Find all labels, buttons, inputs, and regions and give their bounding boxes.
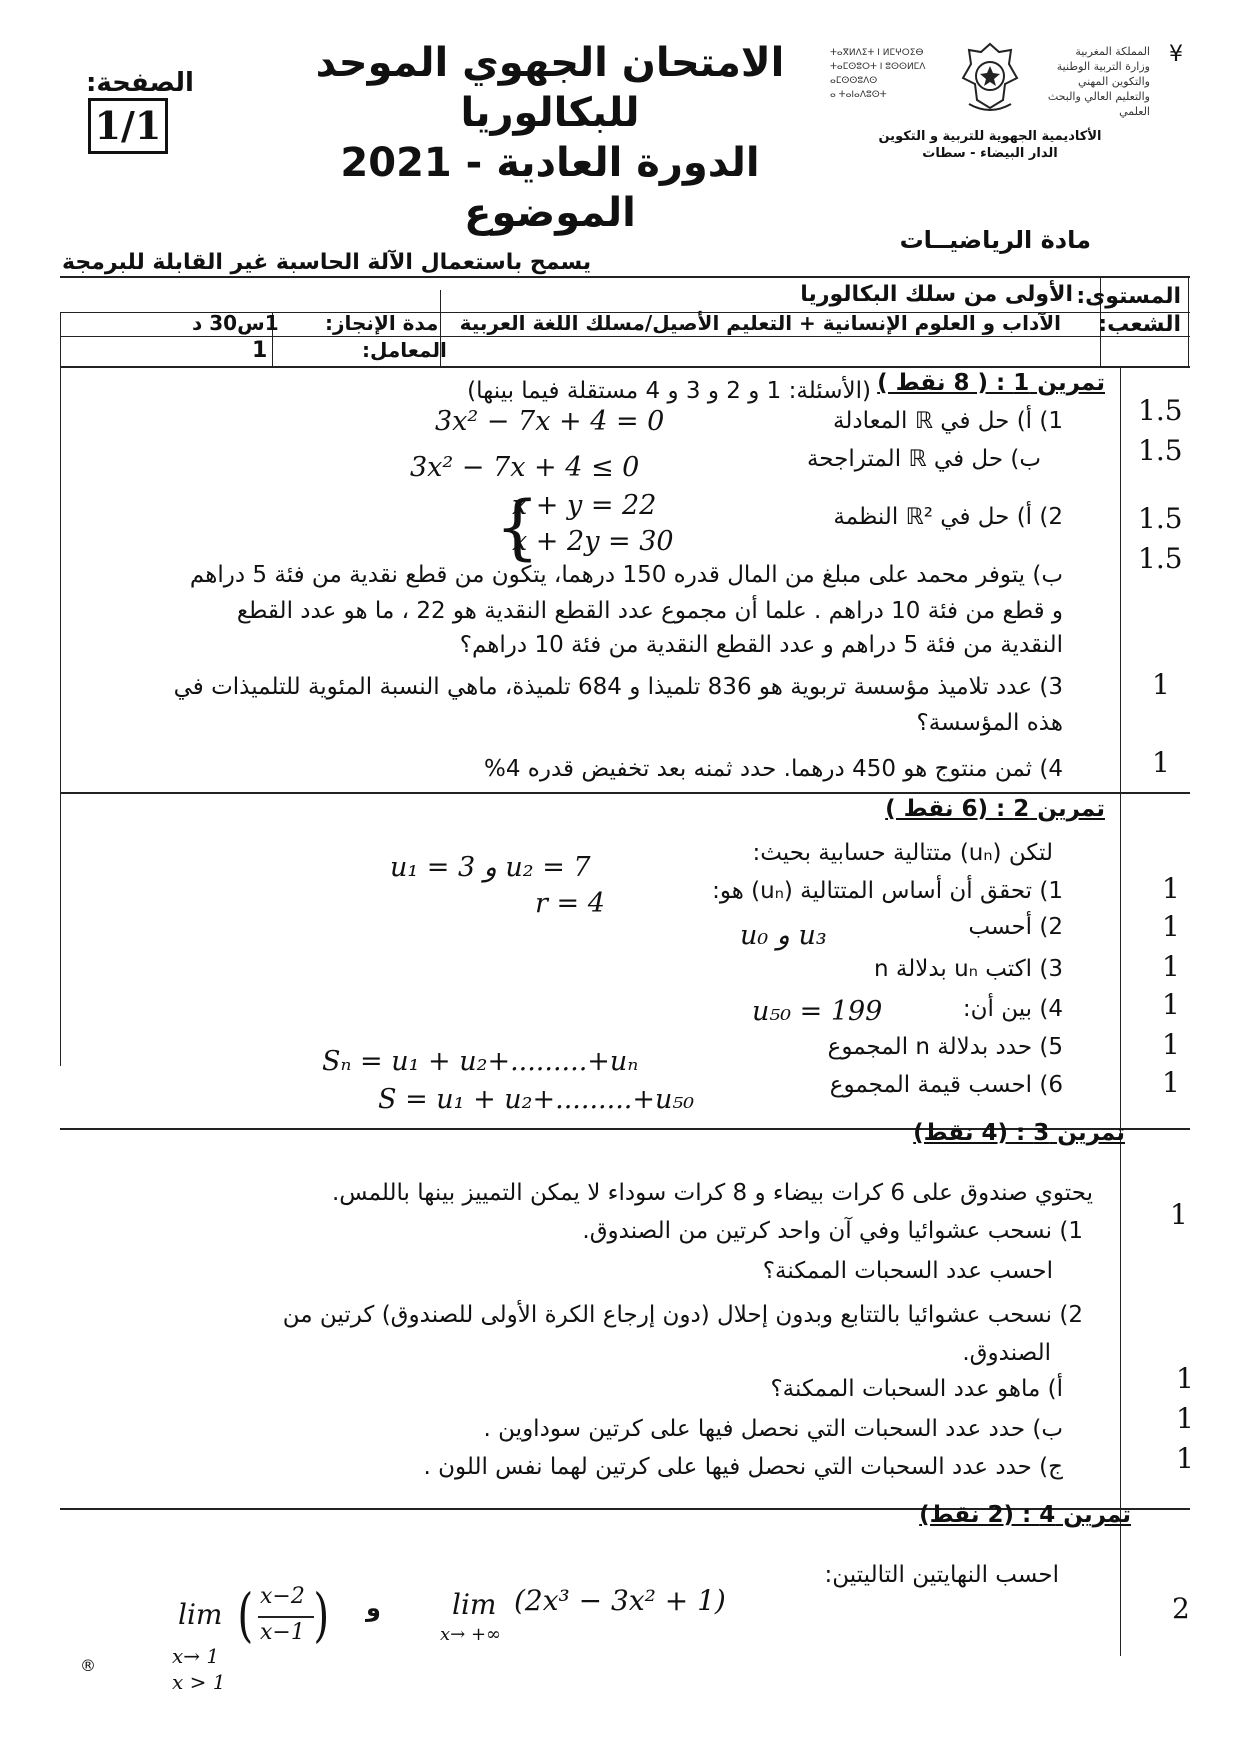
title-line-2: الدورة العادية - 2021	[340, 140, 760, 186]
ex2-score: 1	[1162, 910, 1180, 943]
ex1-score: 1.5	[1138, 542, 1183, 575]
ex3-q1-line2: احسب عدد السحبات الممكنة؟	[762, 1258, 1053, 1284]
logo-line: ⵜⴰⵎⵙⵓⵔⵜ ⵏ ⵓⵙⵙⵍⵎⴷ	[830, 62, 926, 72]
coat-of-arms-icon	[955, 38, 1025, 118]
ex3-q2-line1: 2) نسحب عشوائيا بالتتابع وبدون إحلال (دون إرجاع الكرة الأولى للصندوق) كرتين من	[282, 1302, 1083, 1328]
title-line-1: الامتحان الجهوي الموحد للبكالوريا	[315, 40, 785, 136]
academy-line: الأكاديمية الجهوية للتربية و التكوين	[878, 129, 1102, 144]
ex1-q4: 4) ثمن منتوج هو 450 درهما. حدد ثمنه بعد تخفيض قدره 4%	[484, 756, 1063, 782]
ex3-q2a: أ) ماهو عدد السحبات الممكنة؟	[770, 1376, 1063, 1402]
ex2-score: 1	[1162, 988, 1180, 1021]
ex2-score: 1	[1162, 872, 1180, 905]
ex3-score: 1	[1170, 1198, 1188, 1231]
logo-line: ⴰ ⵜⴰⵏⴰⴷⵓⵙⵜ	[830, 90, 887, 100]
ex3-q2b: ب) حدد عدد السحبات التي نحصل فيها على كرتين سوداوين .	[483, 1416, 1063, 1442]
ex1-q1b-math: 3x² − 7x + 4 ≤ 0	[410, 452, 640, 483]
page-number: 1/1	[94, 103, 162, 148]
logo-line: ⴰⵎⵙⵙⵓⴷⵙ	[830, 76, 878, 86]
fraction-bar	[258, 1616, 314, 1618]
branch-label: الشعب:	[1098, 312, 1181, 337]
lim2-sub1: x→ 1	[172, 1644, 220, 1668]
ex2-intro-math: u₂ = 7 و u₁ = 3	[390, 852, 591, 883]
ex3-q1-line1: 1) نسحب عشوائيا وفي آن واحد كرتين من الصندوق.	[582, 1218, 1083, 1244]
page-label: الصفحة:	[86, 68, 194, 98]
calculator-note: يسمح باستعمال الآلة الحاسبة غير القابلة للبرمجة	[62, 250, 592, 275]
ex1-score: 1.5	[1138, 502, 1183, 535]
ex1-q2a-math2: x + 2y = 30	[512, 526, 674, 557]
limit-2	[172, 1576, 342, 1696]
fraction-paren-right: )	[313, 1581, 330, 1649]
score-column-line	[1120, 366, 1121, 1656]
ex3-score: 1	[1176, 1402, 1194, 1435]
table-col-line	[60, 312, 61, 366]
lim-word: lim	[452, 1588, 497, 1621]
ex1-q3-line2: هذه المؤسسة؟	[916, 710, 1063, 736]
ex1-note: (الأسئلة: 1 و 2 و 3 و 4 مستقلة فيما بينها)	[467, 378, 871, 404]
ex2-score: 1	[1162, 1028, 1180, 1061]
ex2-title: تمرين 2 : (6 نقط )	[885, 796, 1105, 822]
ex1-q2b-line1: ب) يتوفر محمد على مبلغ من المال قدره 150 درهما، يتكون من قطع نقدية من فئة 5 دراهم	[189, 562, 1063, 588]
ex2-q6-math: S = u₁ + u₂+.........+u₅₀	[378, 1084, 695, 1115]
ex1-q2b-line3: النقدية من فئة 5 دراهم و عدد القطع النقدية من فئة 10 دراهم؟	[459, 632, 1063, 658]
table-border-top	[60, 276, 1190, 278]
fraction-denominator: x−1	[260, 1620, 305, 1645]
level-value: الأولى من سلك البكالوريا	[800, 282, 1073, 307]
academy-name	[870, 128, 1110, 162]
ex1-score: 1	[1152, 746, 1170, 779]
page-star: ¥	[1169, 42, 1183, 67]
logo-text-right	[1030, 44, 1150, 119]
logo-line: المملكة المغربية	[1075, 45, 1150, 58]
ex3-intro: يحتوي صندوق على 6 كرات بيضاء و 8 كرات سوداء لا يمكن التمييز بينها باللمس.	[332, 1180, 1093, 1206]
ex1-score: 1.5	[1138, 434, 1183, 467]
system-brace: {	[495, 486, 540, 568]
ex1-q2a-math1: x + y = 22	[512, 490, 657, 521]
page-number-box	[88, 98, 168, 154]
ex2-score: 1	[1162, 1066, 1180, 1099]
ex4-intro: احسب النهايتين التاليتين:	[824, 1562, 1059, 1588]
coef-label: المعامل:	[362, 338, 447, 362]
ex1-score: 1.5	[1138, 394, 1183, 427]
and-word: و	[366, 1594, 381, 1622]
ex3-score: 1	[1176, 1362, 1194, 1395]
ex2-q2-math: u₃ و u₀	[740, 920, 827, 951]
table-col-line	[1188, 276, 1189, 368]
left-border-line	[60, 366, 61, 1066]
level-label: المستوى:	[1076, 284, 1181, 309]
ex2-q3: 3) اكتب uₙ بدلالة n	[874, 956, 1063, 982]
title-line-3: الموضوع	[464, 190, 636, 236]
ex2-q4-math: u₅₀ = 199	[752, 996, 883, 1027]
academy-line: الدار البيضاء - سطات	[922, 146, 1058, 161]
ex1-score: 1	[1152, 668, 1170, 701]
branch-value: الآداب و العلوم الإنسانية + التعليم الأصيل/مسلك اللغة العربية	[459, 311, 1061, 335]
ex1-q2a: 2) أ) حل في ℝ² النظمة	[833, 504, 1063, 530]
logo-text-left	[830, 46, 955, 102]
ex1-q1a-math: 3x² − 7x + 4 = 0	[435, 406, 665, 437]
duration-label: مدة الإنجاز:	[325, 311, 439, 335]
table-border-bottom	[60, 366, 1190, 368]
logo-line: وزارة التربية الوطنية	[1056, 60, 1150, 73]
footer-mark: ®	[80, 1656, 96, 1675]
logo-line: والتكوين المهني	[1077, 75, 1150, 88]
subject-name: مادة الرياضيــات	[899, 226, 1091, 254]
ex2-q1: 1) تحقق أن أساس المتتالية (uₙ) هو:	[712, 878, 1063, 904]
ex2-q5: 5) حدد بدلالة n المجموع	[827, 1034, 1063, 1060]
ex1-q2b-line2: و قطع من فئة 10 دراهم . علما أن مجموع عدد القطع النقدية هو 22 ، ما هو عدد القطع	[236, 598, 1063, 624]
ex4-title: تمرين 4 : (2 نقط)	[919, 1502, 1131, 1528]
ex1-q1a: 1) أ) حل في ℝ المعادلة	[833, 408, 1063, 434]
ex2-intro: لتكن (uₙ) متتالية حسابية بحيث:	[752, 840, 1053, 866]
lim1-expr: (2x³ − 3x² + 1)	[514, 1584, 726, 1617]
ex1-title: تمرين 1 : ( 8 نقط )	[877, 370, 1105, 396]
ex3-q2-line2: الصندوق.	[962, 1340, 1051, 1366]
ex2-q6: 6) احسب قيمة المجموع	[829, 1072, 1063, 1098]
coef-value: 1	[252, 338, 268, 363]
exam-title	[300, 38, 800, 238]
logo-line: والتعليم العالي والبحث العلمي	[1047, 90, 1150, 118]
logo-block	[830, 32, 1150, 172]
ex2-q2: 2) أحسب	[968, 914, 1063, 940]
ex2-q5-math: Sₙ = u₁ + u₂+.........+uₙ	[322, 1046, 639, 1077]
ex2-q4: 4) بين أن:	[962, 996, 1063, 1022]
lim1-sub: x→ +∞	[440, 1624, 502, 1645]
ex2-q1-math: r = 4	[535, 888, 605, 919]
fraction-numerator: x−2	[260, 1584, 305, 1609]
ex1-q3-line1: 3) عدد تلاميذ مؤسسة تربوية هو 836 تلميذا و 684 تلميذة، ماهي النسبة المئوية للتلميذات في	[173, 674, 1063, 700]
ex3-q2c: ج) حدد عدد السحبات التي نحصل فيها على كرتين لهما نفس اللون .	[423, 1454, 1063, 1480]
duration-value: 1س30 د	[192, 311, 279, 335]
ex4-score: 2	[1172, 1592, 1190, 1625]
table-row-line	[60, 336, 1190, 337]
logo-line: ⵜⴰⴳⵍⴷⵉⵜ ⵏ ⵍⵎⵖⵔⵉⴱ	[830, 48, 924, 58]
ex2-score: 1	[1162, 950, 1180, 983]
ex1-q1b: ب) حل في ℝ المتراجحة	[806, 446, 1041, 472]
ex3-title: تمرين 3 : (4 نقط)	[913, 1120, 1125, 1146]
fraction-paren-left: (	[237, 1581, 254, 1649]
lim-word: lim	[178, 1598, 223, 1631]
ex2-separator	[60, 792, 1190, 794]
limit-1	[440, 1584, 760, 1668]
ex3-score: 1	[1176, 1442, 1194, 1475]
lim2-sub2: x > 1	[172, 1670, 226, 1694]
